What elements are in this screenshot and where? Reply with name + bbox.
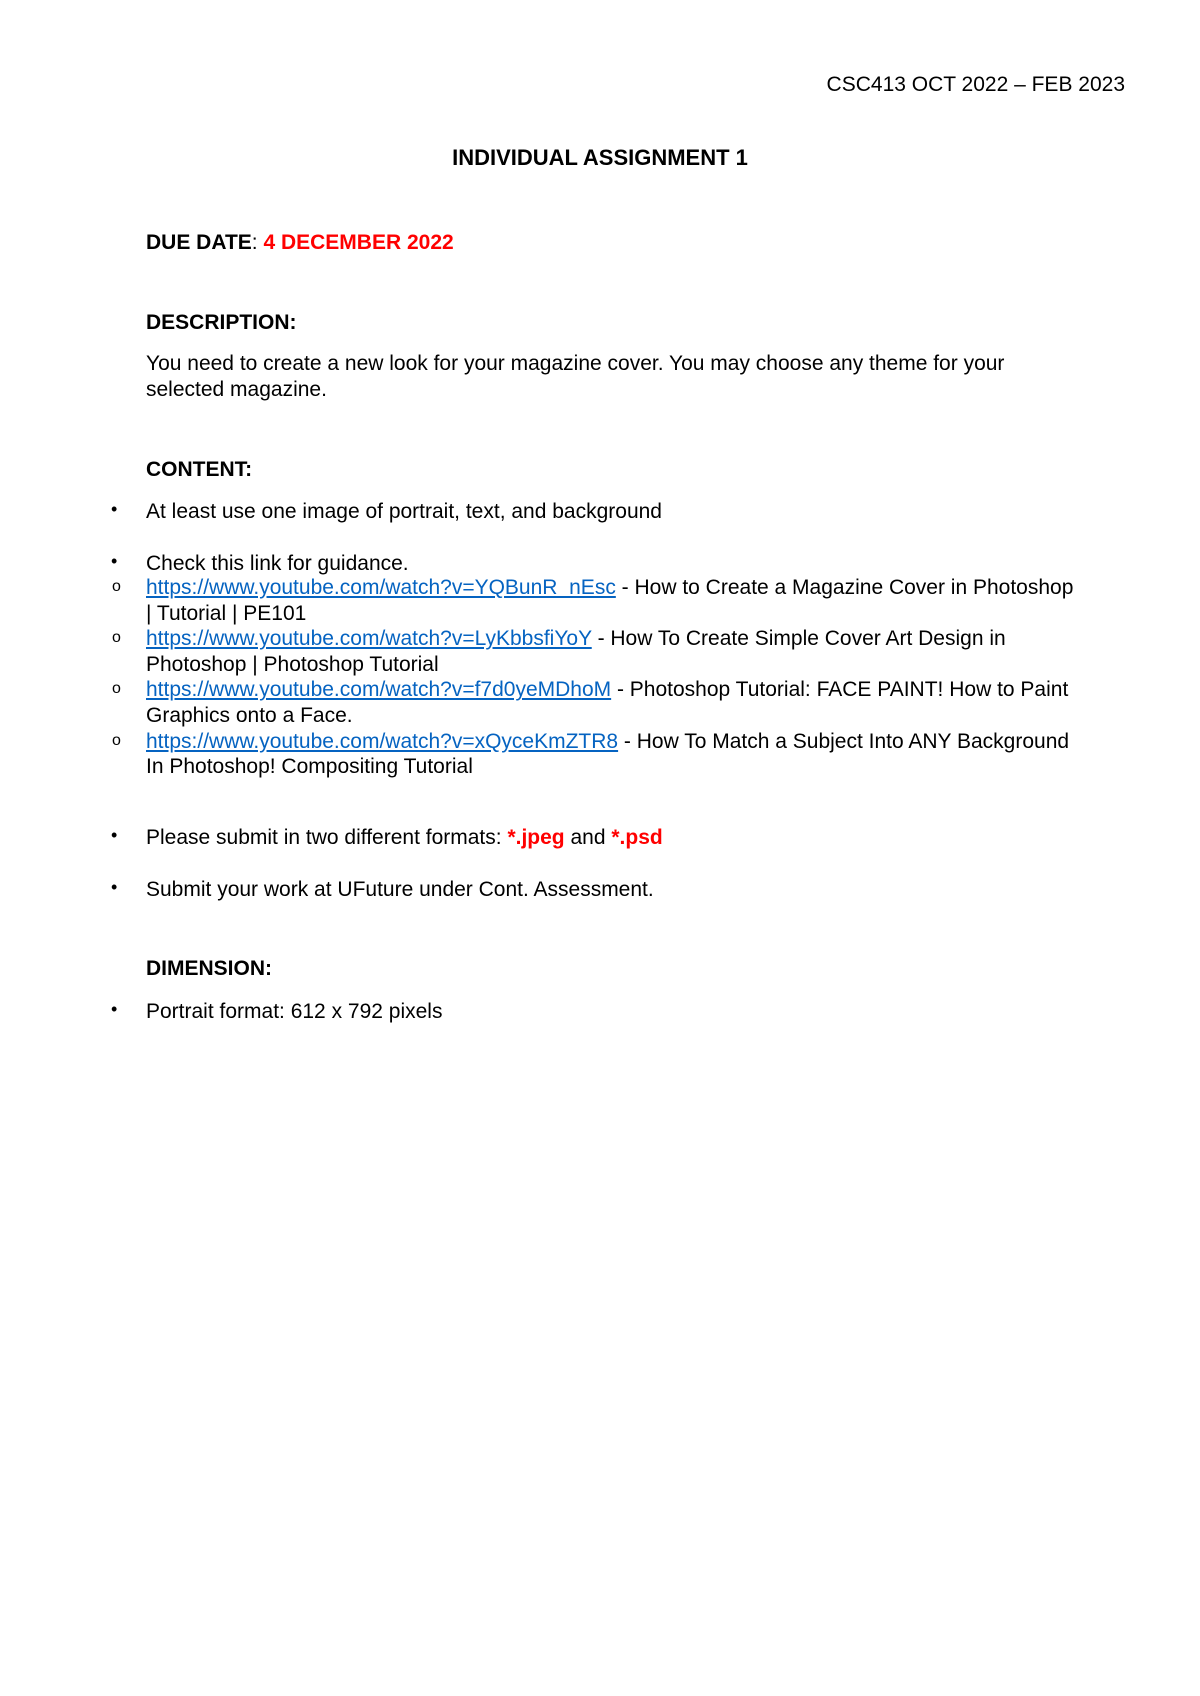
content-list-4 (111, 877, 1076, 903)
youtube-link-4[interactable]: https://www.youtube.com/watch?v=xQyceKmZTR8 (146, 729, 619, 753)
description-heading: DESCRIPTION: (146, 311, 297, 334)
sub-bullet-glyph: o (112, 731, 121, 749)
format-psd: *.psd (611, 826, 663, 849)
submit-formats-text: Please submit in two different formats: (146, 826, 508, 849)
format-jpeg: *.jpeg (507, 826, 565, 849)
submit-formats-and: and (564, 826, 612, 849)
youtube-link-1[interactable]: https://www.youtube.com/watch?v=YQBunR_nEsc (146, 576, 616, 599)
content-heading: CONTENT: (146, 458, 253, 481)
link-1-description: - How to Create a Magazine Cover in Photoshop | Tutorial | PE101 (146, 576, 1074, 625)
bullet-glyph: • (111, 825, 118, 845)
link-3-description: - Photoshop Tutorial: FACE PAINT! How to Paint Graphics onto a Face. (146, 678, 1069, 728)
content-bullet-4: Submit your work at UFuture under Cont. Assessment. (146, 878, 654, 901)
due-date-label: DUE DATE (146, 231, 252, 254)
content-bullet-2: Check this link for guidance. (146, 552, 409, 575)
list-item (73, 999, 1076, 1025)
sub-bullet-glyph: o (112, 578, 121, 595)
list-item (73, 499, 1076, 525)
bullet-glyph: • (111, 551, 118, 571)
content-list-3 (111, 825, 1076, 851)
due-date-line (146, 230, 1076, 256)
sub-bullet-glyph: o (112, 680, 121, 698)
list-item (0, 729, 1080, 780)
list-item (73, 551, 1076, 577)
content-bullet-1: At least use one image of portrait, text, and background (146, 500, 662, 523)
due-date-value: 4 DECEMBER 2022 (263, 231, 454, 254)
content-list-2 (111, 551, 1076, 577)
bullet-glyph: • (111, 999, 118, 1019)
content-list-1 (111, 499, 1076, 525)
due-date-separator: : (251, 231, 264, 254)
bullet-glyph: • (111, 499, 118, 519)
dimension-list (111, 999, 1076, 1025)
list-item (0, 677, 1080, 728)
list-item (73, 825, 1076, 851)
description-text: You need to create a new look for your magazine cover. You may choose any theme for your selected magazine. (146, 352, 1005, 401)
bullet-glyph: • (111, 877, 118, 897)
sub-bullet-glyph: o (112, 629, 121, 647)
youtube-link-2[interactable]: https://www.youtube.com/watch?v=LyKbbsfiYoY (146, 627, 592, 651)
link-2-description: - How To Create Simple Cover Art Design in Photoshop | Photoshop Tutorial (146, 627, 1006, 676)
link-4-description: - How To Match a Subject Into ANY Background In Photoshop! Compositing Tutorial (146, 729, 1070, 779)
guidance-links (0, 575, 1080, 780)
dimension-heading: DIMENSION: (146, 957, 272, 980)
dimension-bullet-1: Portrait format: 612 x 792 pixels (146, 1000, 443, 1023)
course-header: CSC413 OCT 2022 – FEB 2023 (826, 73, 1125, 96)
list-item (0, 575, 1080, 626)
list-item (0, 626, 1080, 677)
list-item (73, 877, 1076, 903)
youtube-link-3[interactable]: https://www.youtube.com/watch?v=f7d0yeMDhoM (146, 678, 612, 702)
page-title: INDIVIDUAL ASSIGNMENT 1 (452, 145, 748, 170)
